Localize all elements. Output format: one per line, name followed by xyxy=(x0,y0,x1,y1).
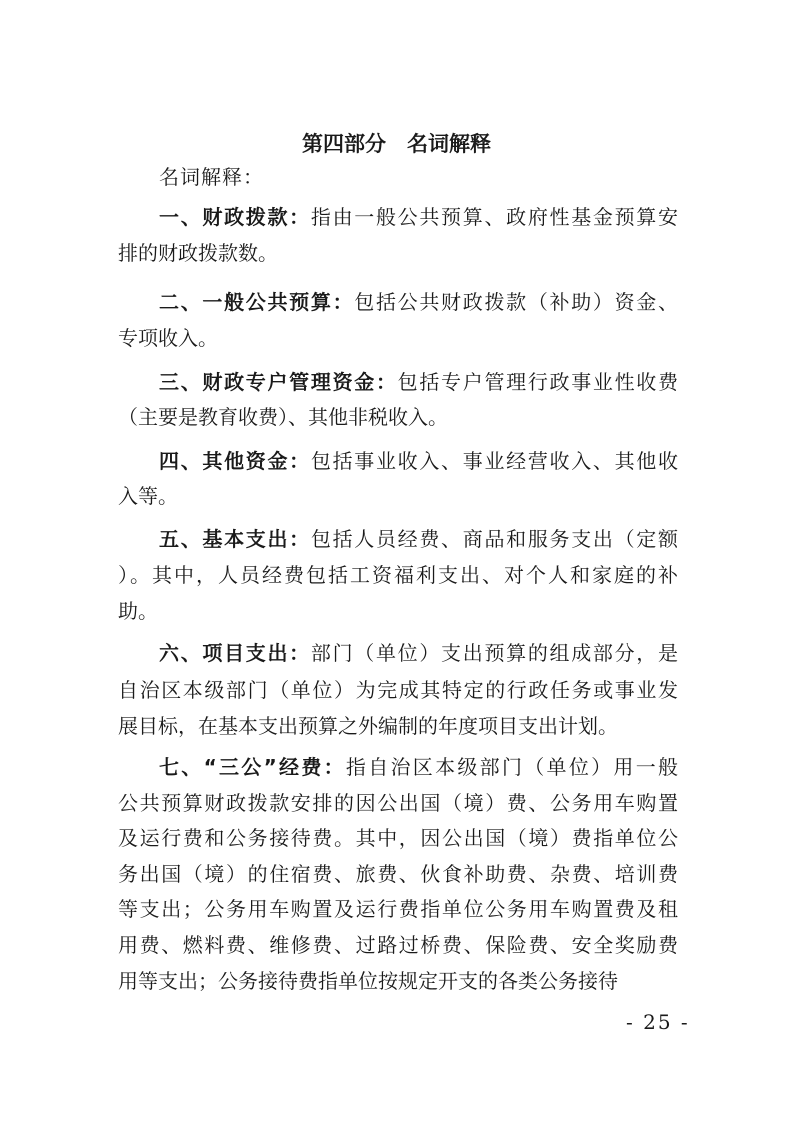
definition-1-line-2: 排的财政拨款数。 xyxy=(118,241,278,265)
definition-5-line-2: ）。其中，人员经费包括工资福利支出、对个人和家庭的补 xyxy=(118,563,678,587)
definition-5-line-1: 五、基本支出：包括人员经费、商品和服务支出（定额 xyxy=(159,527,679,551)
definition-6-line-3: 展目标，在基本支出预算之外编制的年度项目支出计划。 xyxy=(118,714,618,738)
definition-7-line-1: 七、“三公”经费：指自治区本级部门（单位）用一般 xyxy=(159,755,679,779)
definition-7-line-2: 公共预算财政拨款安排的因公出国（境）费、公务用车购置 xyxy=(118,791,678,815)
definition-7-line-4: 务出国（境）的住宿费、旅费、伙食补助费、杂费、培训费 xyxy=(118,862,678,886)
definition-7-line-6: 用费、燃料费、维修费、过路过桥费、保险费、安全奖励费 xyxy=(118,933,678,957)
definition-term: 三、财政专户管理资金： xyxy=(159,370,398,394)
definition-5-line-3: 助。 xyxy=(118,599,158,623)
page-number: - 25 - xyxy=(626,1010,690,1034)
definition-6-line-2: 自治区本级部门（单位）为完成其特定的行政任务或事业发 xyxy=(118,678,678,702)
definition-1-line-1: 一、财政拨款：指由一般公共预算、政府性基金预算安 xyxy=(159,205,679,229)
definition-term: 六、项目支出： xyxy=(159,641,311,665)
definition-2-line-2: 专项收入。 xyxy=(118,326,218,350)
definition-3-line-1: 三、财政专户管理资金：包括专户管理行政事业性收费 xyxy=(159,370,679,394)
definition-4-line-2: 入等。 xyxy=(118,484,178,508)
definition-7-line-7: 用等支出；公务接待费指单位按规定开支的各类公务接待 xyxy=(118,969,618,993)
definition-term: 七、“三公”经费： xyxy=(159,755,346,779)
definition-3-line-2: （主要是教育收费）、其他非税收入。 xyxy=(118,405,448,429)
definition-term: 五、基本支出： xyxy=(159,527,311,551)
definition-term: 二、一般公共预算： xyxy=(159,290,355,314)
definition-term: 四、其他资金： xyxy=(159,449,311,473)
definition-2-line-1: 二、一般公共预算：包括公共财政拨款（补助）资金、 xyxy=(159,290,679,314)
definition-term: 一、财政拨款： xyxy=(159,205,311,229)
page-title: 第四部分 名词解释 xyxy=(302,132,491,156)
definition-4-line-1: 四、其他资金：包括事业收入、事业经营收入、其他收 xyxy=(159,449,679,473)
section-subtitle: 名词解释： xyxy=(159,165,264,189)
definition-7-line-5: 等支出；公务用车购置及运行费指单位公务用车购置费及租 xyxy=(118,897,678,921)
definition-6-line-1: 六、项目支出：部门（单位）支出预算的组成部分，是 xyxy=(159,641,679,665)
definition-7-line-3: 及运行费和公务接待费。其中，因公出国（境）费指单位公 xyxy=(118,826,678,850)
